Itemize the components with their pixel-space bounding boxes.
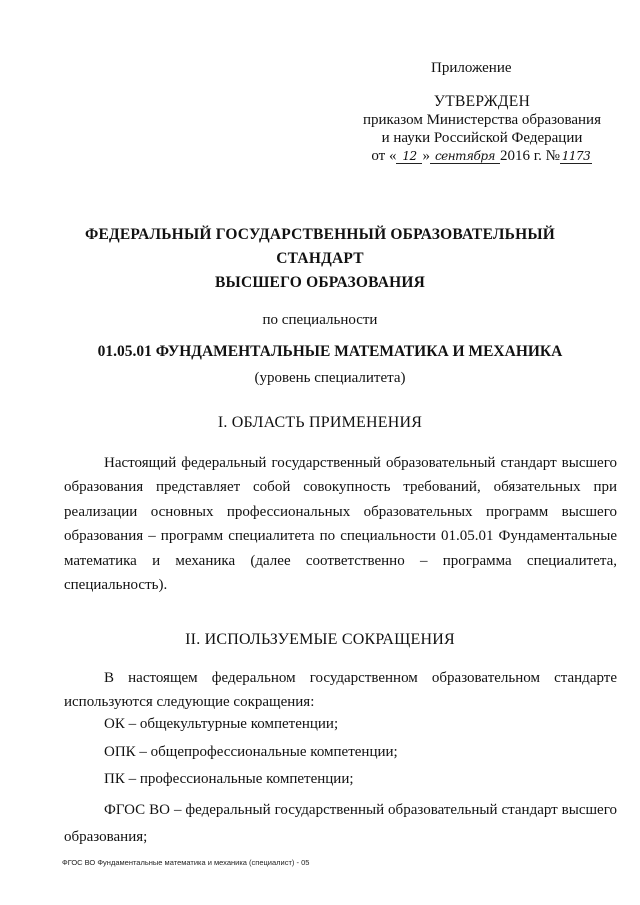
- section-heading-scope: I. ОБЛАСТЬ ПРИМЕНЕНИЯ: [217, 414, 423, 431]
- specialty-name: 01.05.01 ФУНДАМЕНТАЛЬНЫЕ МАТЕМАТИКА И МЕХАНИКА: [97, 343, 563, 360]
- date-day-handwritten: 12: [396, 149, 422, 164]
- abbreviations-intro: В настоящем федеральном государственном образовательном стандарте используются следующие сокращения:: [64, 670, 617, 711]
- section-scope-text: Настоящий федеральный государственный образовательный стандарт высшего образования представляет собой совокупность требований, обязательных при реализации основных профессиональных образовательных программ высшего образования – программ специалитета по специальности 01.05.01 Фундаментальные математика и механика (далее соответственно – программа специалитета, специальность).: [64, 455, 617, 594]
- date-month-handwritten: сентября: [430, 149, 500, 164]
- approval-date-line: [342, 147, 622, 165]
- specialty-level: (уровень специалитета): [254, 370, 406, 386]
- order-number-handwritten: 1173: [561, 149, 591, 163]
- approval-block: [342, 93, 622, 165]
- abbreviation-item-pk: ПК – профессиональные компетенции;: [104, 771, 354, 787]
- abbreviation-item-ok: ОК – общекультурные компетенции;: [104, 716, 339, 732]
- abbreviation-item-fgos: ФГОС ВО – федеральный государственный образовательный стандарт высшего образования;: [64, 802, 617, 845]
- date-quote-close: »: [422, 148, 430, 164]
- specialty-prefix: по специальности: [262, 312, 378, 328]
- appendix-label: Приложение: [431, 60, 512, 76]
- approved-line-federation: и науки Российской Федерации: [381, 130, 583, 146]
- standard-title-line2: ВЫСШЕГО ОБРАЗОВАНИЯ: [214, 274, 425, 291]
- standard-title-line1: ФЕДЕРАЛЬНЫЙ ГОСУДАРСТВЕННЫЙ ОБРАЗОВАТЕЛЬНЫЙ СТАНДАРТ: [84, 226, 556, 267]
- date-year: 2016 г. №: [499, 148, 560, 164]
- abbreviation-item-opk: ОПК – общепрофессиональные компетенции;: [104, 744, 398, 760]
- date-prefix: от «: [371, 148, 397, 164]
- approved-title: УТВЕРЖДЕН: [433, 93, 531, 110]
- page-footer: ФГОС ВО Фундаментальные математика и механика (специалист) - 05: [62, 858, 310, 867]
- standard-title: [40, 223, 600, 295]
- approved-line-ministry: приказом Министерства образования: [363, 112, 601, 128]
- section-heading-abbreviations: II. ИСПОЛЬЗУЕМЫЕ СОКРАЩЕНИЯ: [185, 631, 455, 648]
